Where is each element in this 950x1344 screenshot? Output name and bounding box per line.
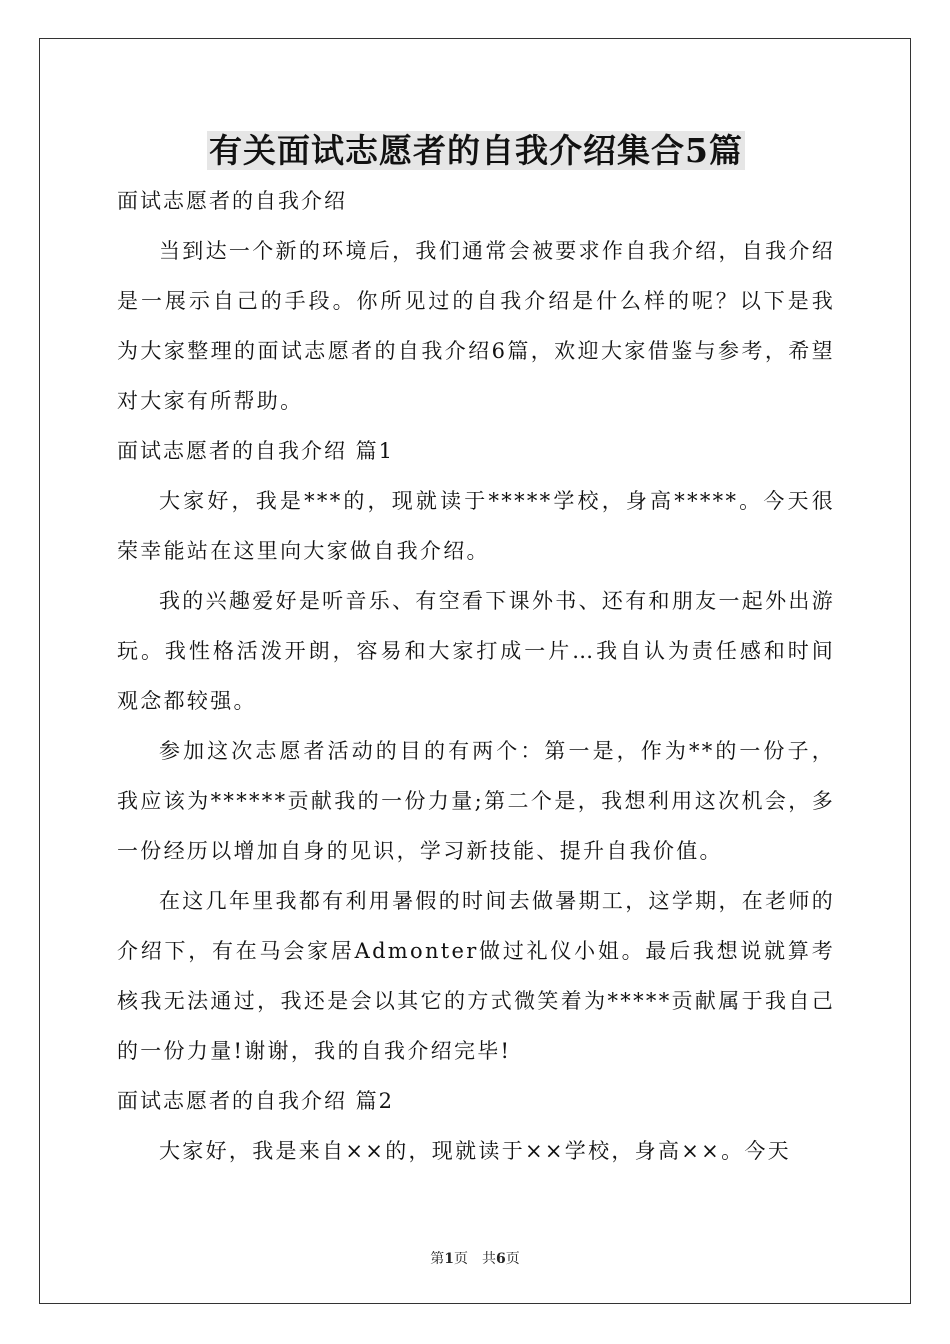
page-mid: 页 共 xyxy=(454,1251,496,1267)
page-footer xyxy=(0,1248,950,1268)
section-1-heading: 面试志愿者的自我介绍 篇1 xyxy=(117,439,395,463)
intro-paragraph: 当到达一个新的环境后，我们通常会被要求作自我介绍，自我介绍是一展示自己的手段。你所见过的自我介绍是什么样的呢？以下是我为大家整理的面试志愿者的自我介绍6篇，欢迎大家借鉴与参考，希望对大家有所帮助。 xyxy=(117,239,835,413)
section-1-paragraph: 大家好，我是***的，现就读于*****学校，身高*****。今天很荣幸能站在这里向大家做自我介绍。 xyxy=(117,489,835,563)
section-1-paragraph: 参加这次志愿者活动的目的有两个：第一是，作为**的一份子，我应该为******贡献我的一份力量;第二个是，我想利用这次机会，多一份经历以增加自身的见识，学习新技能、提升自我价值。 xyxy=(117,739,835,863)
document-title xyxy=(117,128,835,174)
section-1-paragraph: 我的兴趣爱好是听音乐、有空看下课外书、还有和朋友一起外出游玩。我性格活泼开朗，容易和大家打成一片…我自认为责任感和时间观念都较强。 xyxy=(117,589,835,713)
page-current: 1 xyxy=(444,1251,454,1267)
section-2-paragraph: 大家好，我是来自××的，现就读于××学校，身高××。今天 xyxy=(159,1139,791,1163)
section-1-paragraph: 在这几年里我都有利用暑假的时间去做暑期工，这学期，在老师的介绍下，有在马会家居Admonter做过礼仪小姐。最后我想说就算考核我无法通过，我还是会以其它的方式微笑着为*****贡献属于我自己的一份力量!谢谢，我的自我介绍完毕! xyxy=(117,889,835,1063)
intro-heading: 面试志愿者的自我介绍 xyxy=(117,189,347,213)
page-prefix: 第 xyxy=(430,1251,445,1267)
document-title-text: 有关面试志愿者的自我介绍集合5篇 xyxy=(209,131,743,170)
section-2-heading: 面试志愿者的自我介绍 篇2 xyxy=(117,1089,395,1113)
document-body xyxy=(117,128,835,1176)
page-total: 6 xyxy=(496,1251,506,1267)
page-suffix: 页 xyxy=(505,1251,520,1267)
